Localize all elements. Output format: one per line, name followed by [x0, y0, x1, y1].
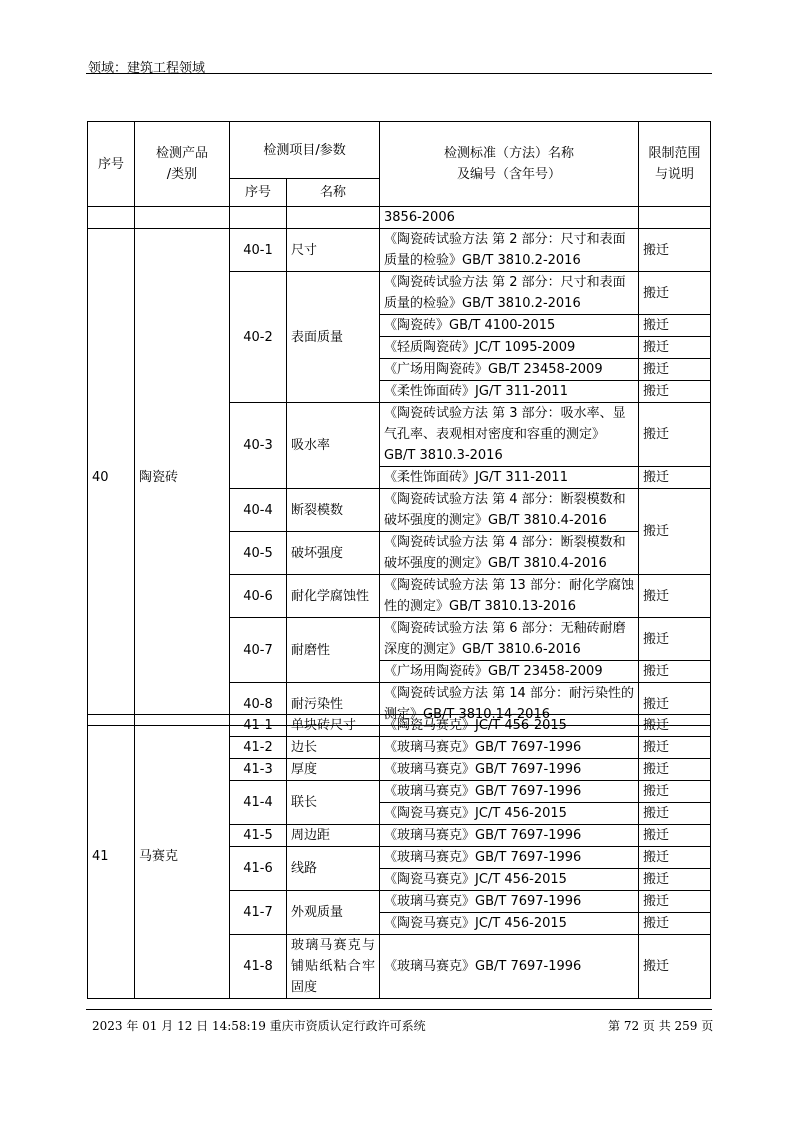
standard-cell: 《陶瓷砖试验方法 第 2 部分：尺寸和表面质量的检验》GB/T 3810.2-2016 [380, 229, 639, 272]
item-name: 玻璃马赛克与铺贴纸粘合牢固度 [287, 935, 380, 999]
limit-cell: 搬迁 [639, 715, 711, 737]
standard-cell: 《陶瓷砖试验方法 第 4 部分：断裂模数和破坏强度的测定》GB/T 3810.4-2016 [380, 532, 639, 575]
group41-product: 马赛克 [135, 715, 230, 999]
limit-cell: 搬迁 [639, 869, 711, 891]
item-name: 吸水率 [287, 403, 380, 489]
item-id: 40-2 [230, 272, 287, 403]
item-name: 表面质量 [287, 272, 380, 403]
item-id: 41-1 [230, 715, 287, 737]
limit-cell: 搬迁 [639, 935, 711, 999]
limit-cell: 搬迁 [639, 467, 711, 489]
footer-timestamp-system: 2023 年 01 月 12 日 14:58:19 重庆市资质认定行政许可系统 [92, 1019, 426, 1033]
standard-cell: 《陶瓷马赛克》JC/T 456-2015 [380, 803, 639, 825]
limit-cell: 搬迁 [639, 661, 711, 683]
header-limit: 限制范围 与说明 [639, 122, 711, 207]
item-id: 41-4 [230, 781, 287, 825]
inspection-table-group41 [87, 714, 711, 999]
footer-page-number: 第 72 页 共 259 页 [608, 1019, 714, 1033]
item-id: 40-1 [230, 229, 287, 272]
standard-cell: 《陶瓷砖试验方法 第 6 部分：无釉砖耐磨深度的测定》GB/T 3810.6-2016 [380, 618, 639, 661]
limit-cell: 搬迁 [639, 315, 711, 337]
item-id: 40-3 [230, 403, 287, 489]
item-name: 耐污染性 [287, 683, 380, 726]
inspection-table [87, 121, 711, 726]
limit-cell: 搬迁 [639, 489, 711, 575]
standard-cell: 《陶瓷砖试验方法 第 13 部分：耐化学腐蚀性的测定》GB/T 3810.13-2016 [380, 575, 639, 618]
limit-cell: 搬迁 [639, 825, 711, 847]
limit-cell: 搬迁 [639, 272, 711, 315]
limit-cell: 搬迁 [639, 229, 711, 272]
item-id: 40-4 [230, 489, 287, 532]
standard-cell: 《陶瓷马赛克》JC/T 456-2015 [380, 715, 639, 737]
item-name: 断裂模数 [287, 489, 380, 532]
standard-cell: 《陶瓷砖试验方法 第 14 部分：耐污染性的测定》GB/T 3810.14-2016 [380, 683, 639, 726]
limit-cell: 搬迁 [639, 913, 711, 935]
standard-cell: 《玻璃马赛克》GB/T 7697-1996 [380, 847, 639, 869]
limit-cell: 搬迁 [639, 337, 711, 359]
item-id: 41-6 [230, 847, 287, 891]
limit-cell: 搬迁 [639, 683, 711, 726]
standard-cell: 《玻璃马赛克》GB/T 7697-1996 [380, 759, 639, 781]
item-name: 周边距 [287, 825, 380, 847]
item-name: 尺寸 [287, 229, 380, 272]
item-name: 外观质量 [287, 891, 380, 935]
group40-product: 陶瓷砖 [135, 229, 230, 726]
header-product: 检测产品 /类别 [135, 122, 230, 207]
continuation-standard: 3856-2006 [380, 207, 639, 229]
standard-cell: 《广场用陶瓷砖》GB/T 23458-2009 [380, 661, 639, 683]
standard-cell: 《陶瓷马赛克》JC/T 456-2015 [380, 913, 639, 935]
item-id: 40-7 [230, 618, 287, 683]
item-name: 线路 [287, 847, 380, 891]
header-item-name: 名称 [287, 179, 380, 207]
item-id: 40-6 [230, 575, 287, 618]
limit-cell: 搬迁 [639, 575, 711, 618]
item-name: 联长 [287, 781, 380, 825]
limit-cell: 搬迁 [639, 803, 711, 825]
standard-cell: 《玻璃马赛克》GB/T 7697-1996 [380, 935, 639, 999]
header-item-group: 检测项目/参数 [230, 122, 380, 179]
standard-cell: 《柔性饰面砖》JG/T 311-2011 [380, 467, 639, 489]
standard-cell: 《柔性饰面砖》JG/T 311-2011 [380, 381, 639, 403]
item-name: 耐磨性 [287, 618, 380, 683]
standard-cell: 《陶瓷马赛克》JC/T 456-2015 [380, 869, 639, 891]
standard-cell: 《陶瓷砖试验方法 第 3 部分：吸水率、显气孔率、表观相对密度和容重的测定》GB/T 3810.3-2016 [380, 403, 639, 467]
limit-cell: 搬迁 [639, 847, 711, 869]
header-item-seq: 序号 [230, 179, 287, 207]
header-domain-label: 领域：建筑工程领域 [88, 61, 206, 76]
item-id: 40-5 [230, 532, 287, 575]
limit-cell: 搬迁 [639, 403, 711, 467]
group40-seq: 40 [88, 229, 135, 726]
item-name: 耐化学腐蚀性 [287, 575, 380, 618]
limit-cell: 搬迁 [639, 381, 711, 403]
item-name: 破坏强度 [287, 532, 380, 575]
item-name: 厚度 [287, 759, 380, 781]
item-name: 边长 [287, 737, 380, 759]
standard-cell: 《广场用陶瓷砖》GB/T 23458-2009 [380, 359, 639, 381]
standard-cell: 《玻璃马赛克》GB/T 7697-1996 [380, 891, 639, 913]
standard-cell: 《玻璃马赛克》GB/T 7697-1996 [380, 737, 639, 759]
header-seq: 序号 [88, 122, 135, 207]
standard-cell: 《玻璃马赛克》GB/T 7697-1996 [380, 781, 639, 803]
item-id: 41-8 [230, 935, 287, 999]
item-id: 41-7 [230, 891, 287, 935]
item-id: 41-3 [230, 759, 287, 781]
item-id: 41-5 [230, 825, 287, 847]
limit-cell: 搬迁 [639, 781, 711, 803]
item-name: 单块砖尺寸 [287, 715, 380, 737]
standard-cell: 《轻质陶瓷砖》JC/T 1095-2009 [380, 337, 639, 359]
footer-divider [86, 1009, 712, 1010]
limit-cell: 搬迁 [639, 737, 711, 759]
standard-cell: 《玻璃马赛克》GB/T 7697-1996 [380, 825, 639, 847]
limit-cell: 搬迁 [639, 359, 711, 381]
standard-cell: 《陶瓷砖》GB/T 4100-2015 [380, 315, 639, 337]
limit-cell: 搬迁 [639, 759, 711, 781]
limit-cell: 搬迁 [639, 618, 711, 661]
standard-cell: 《陶瓷砖试验方法 第 2 部分：尺寸和表面质量的检验》GB/T 3810.2-2016 [380, 272, 639, 315]
header-standard: 检测标准（方法）名称 及编号（含年号） [380, 122, 639, 207]
item-id: 41-2 [230, 737, 287, 759]
limit-cell: 搬迁 [639, 891, 711, 913]
group41-seq: 41 [88, 715, 135, 999]
item-id: 40-8 [230, 683, 287, 726]
standard-cell: 《陶瓷砖试验方法 第 4 部分：断裂模数和破坏强度的测定》GB/T 3810.4-2016 [380, 489, 639, 532]
header-divider [86, 73, 712, 74]
